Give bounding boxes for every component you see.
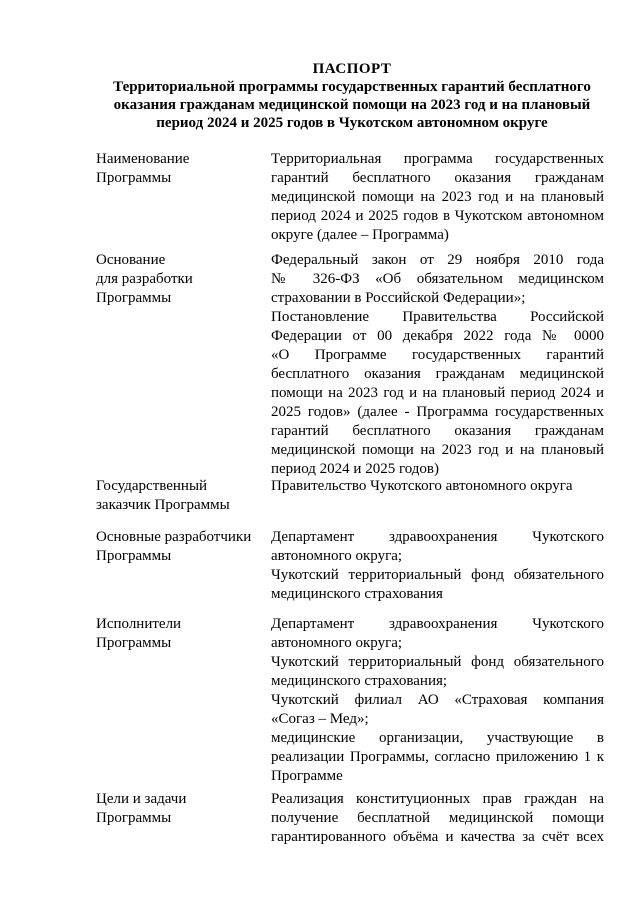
content-line: медицинские организации, участвующие в [271,730,604,746]
row-content [271,150,604,245]
content-line: Чукотский территориальный фонд обязательного [271,654,604,670]
content-line: Департамент здравоохранения Чукотского [271,529,604,545]
content-line: Чукотский территориальный фонд обязательного [271,567,604,583]
row-label-line: Основные разработчики [96,529,252,545]
content-line: гарантий бесплатного оказания гражданам [271,170,604,186]
content-line: период 2024 и 2025 годов в Чукотском автономном [271,208,604,224]
content-line: помощи на 2023 год и на плановый период 2024 и [271,385,604,401]
content-line: бесплатного оказания гражданам медицинской [271,366,604,382]
row-label-line: заказчик Программы [96,497,230,513]
row-label-line: Основание [96,252,166,268]
row-label-line: Программы [96,170,172,186]
title-line: оказания гражданам медицинской помощи на 2023 год и на плановый [113,97,591,113]
row-label [96,790,256,828]
row-content [271,615,604,786]
content-line: «Согаз – Мед»; [271,711,369,727]
title-line: Территориальной программы государственных гарантий бесплатного [113,79,591,95]
content-line: гарантированного объёма и качества за счёт всех [271,829,604,845]
row-label-line: Цели и задачи [96,791,187,807]
content-line: Федерации от 00 декабря 2022 года № 0000 [271,328,604,344]
row-label [96,251,256,308]
document-title-block [96,60,608,132]
row-label-line: Программы [96,635,172,651]
row-label [96,528,256,566]
row-content [271,477,604,496]
row-label-line: Программы [96,290,172,306]
content-line: период 2024 и 2025 годов) [271,461,439,477]
content-line: автономного округа; [271,548,403,564]
row-label [96,477,256,515]
content-line: медицинской помощи на 2023 год и на плановый [271,189,604,205]
row-label [96,615,256,653]
content-line: округе (далее – Программа) [271,227,449,243]
content-line: Территориальная программа государственных [271,151,604,167]
row-label [96,150,256,188]
content-line: «О Программе государственных гарантий [271,347,604,363]
content-line: Правительство Чукотского автономного округа [271,478,573,494]
content-line: медицинской помощи на 2023 год и на плановый [271,442,604,458]
content-line: Чукотский филиал АО «Страховая компания [271,692,604,708]
content-line: страховании в Российской Федерации»; [271,290,526,306]
row-label-line: для разработки [96,271,193,287]
row-label-line: Программы [96,810,172,826]
content-line: Департамент здравоохранения Чукотского [271,616,604,632]
content-line: Программе [271,768,343,784]
content-line: Реализация конституционных прав граждан на [271,791,604,807]
content-line: 2025 годов» (далее - Программа государственных [271,404,604,420]
row-label-line: Программы [96,548,172,564]
content-line: гарантий бесплатного оказания гражданам [271,423,604,439]
content-line: реализации Программы, согласно приложению 1 к [271,749,604,765]
title-line: период 2024 и 2025 годов в Чукотском автономном округе [156,115,548,131]
content-line: автономного округа; [271,635,403,651]
content-line: получение бесплатной медицинской помощи [271,810,604,826]
content-line: медицинского страхования [271,586,443,602]
content-line: Федеральный закон от 29 ноября 2010 года [271,252,604,268]
content-line: Постановление Правительства Российской [271,309,604,325]
content-line: медицинского страхования; [271,673,448,689]
row-content [271,528,604,604]
row-label-line: Государственный [96,478,208,494]
row-content [271,251,604,479]
row-content [271,790,604,847]
content-line: № 326-ФЗ «Об обязательном медицинском [271,271,604,287]
row-label-line: Наименование [96,151,190,167]
page-title: ПАСПОРТ [312,61,392,77]
row-label-line: Исполнители [96,616,182,632]
